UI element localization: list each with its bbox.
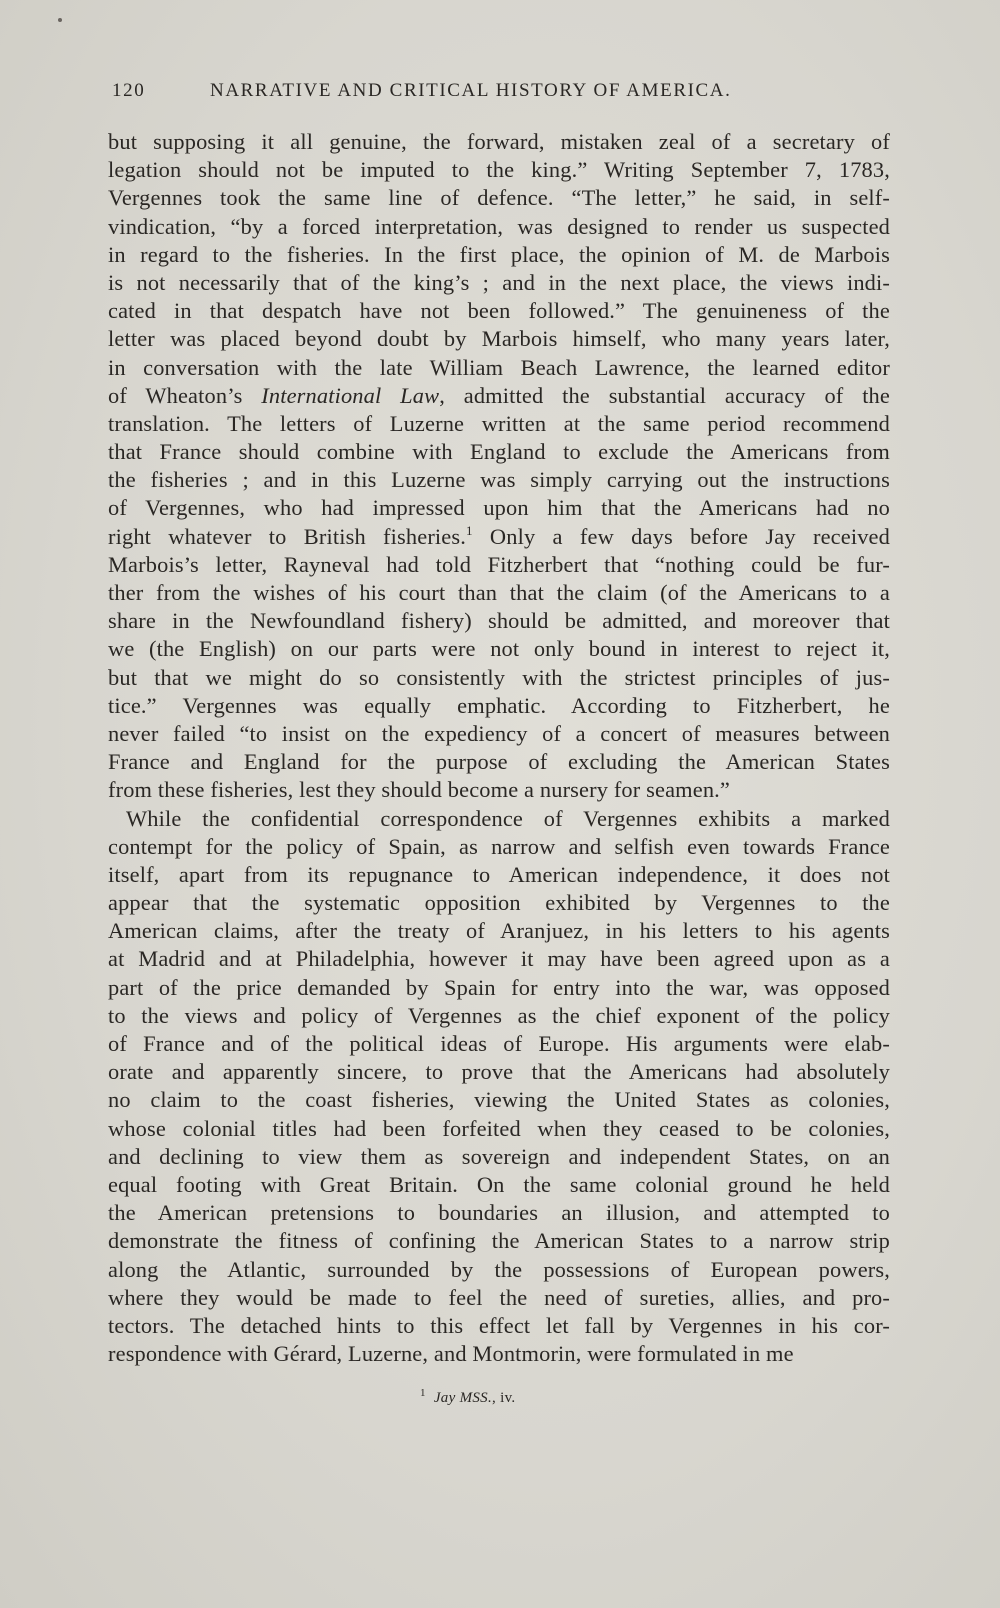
- text-line: ther from the wishes of his court than that the claim (of the Americans to a: [108, 580, 890, 605]
- text-line: where they would be made to feel the need of sureties, allies, and pro-: [108, 1284, 890, 1310]
- text-line: right whatever to British fisheries.$^1$ Only a few days before Jay received: [108, 522, 890, 549]
- page-speck: [58, 18, 62, 22]
- text-line: demonstrate the fitness of confining the American States to a narrow strip: [108, 1228, 890, 1254]
- text-line: letter was placed beyond doubt by Marbois himself, who many years later,: [108, 326, 890, 352]
- text-line: Marbois’s letter, Rayneval had told Fitzherbert that “nothing could be fur-: [108, 551, 890, 577]
- text-line: we (the English) on our parts were not only bound in interest to reject it,: [108, 636, 890, 662]
- text-line: is not necessarily that of the king’s ; and in the next place, the views indi-: [108, 269, 890, 295]
- text-line: American claims, after the treaty of Aranjuez, in his letters to his agents: [108, 918, 890, 944]
- text-line: the American pretensions to boundaries an illusion, and attempted to: [108, 1200, 890, 1226]
- text-line: itself, apart from its repugnance to American independence, it does not: [108, 861, 890, 887]
- footnote-reference: 1: [466, 522, 473, 538]
- paragraph-2: [108, 805, 890, 1369]
- text-line: tice.” Vergennes was equally emphatic. According to Fitzherbert, he: [108, 692, 890, 718]
- body-text: [108, 128, 890, 1368]
- text-line: in conversation with the late William Beach Lawrence, the learned editor: [108, 354, 890, 380]
- text-line: share in the Newfoundland fishery) should be admitted, and moreover that: [108, 608, 890, 634]
- text-line: translation. The letters of Luzerne written at the same period recommend: [108, 410, 890, 436]
- text-line: and declining to view them as sovereign and independent States, on an: [108, 1143, 890, 1169]
- text-line: part of the price demanded by Spain for entry into the war, was opposed: [108, 974, 890, 1000]
- text-line: never failed “to insist on the expediency of a concert of measures between: [108, 720, 890, 746]
- text-line: of Wheaton’s International Law, admitted the substantial accuracy of the: [108, 382, 890, 408]
- page-number: 120: [112, 80, 146, 101]
- text-line: cated in that despatch have not been followed.” The genuineness of the: [108, 298, 890, 324]
- text-line: whose colonial titles had been forfeited when they ceased to be colonies,: [108, 1115, 890, 1141]
- footnote-number: 1: [420, 1387, 426, 1399]
- text-line: along the Atlantic, surrounded by the possessions of European powers,: [108, 1256, 890, 1282]
- text-line: in regard to the fisheries. In the first place, the opinion of M. de Marbois: [108, 241, 890, 267]
- text-line: at Madrid and at Philadelphia, however it may have been agreed upon as a: [108, 946, 890, 972]
- text-line: from these fisheries, lest they should become a nursery for seamen.”: [108, 777, 731, 803]
- text-line: tectors. The detached hints to this effect let fall by Vergennes in his cor-: [108, 1312, 890, 1338]
- text-line: While the confidential correspondence of Vergennes exhibits a marked: [126, 805, 890, 831]
- text-line: that France should combine with England to exclude the Americans from: [108, 439, 890, 465]
- running-header: [112, 80, 892, 110]
- text-line: the fisheries ; and in this Luzerne was simply carrying out the instructions: [108, 467, 890, 493]
- text-line: of Vergennes, who had impressed upon him that the Americans had no: [108, 495, 890, 521]
- running-title: NARRATIVE AND CRITICAL HISTORY OF AMERICA.: [210, 80, 732, 101]
- text-line: respondence with Gérard, Luzerne, and Montmorin, were formulated in me: [108, 1341, 794, 1367]
- footnote-source-rest: , iv.: [492, 1390, 516, 1406]
- text-line: vindication, “by a forced interpretation, was designed to render us suspected: [108, 213, 890, 239]
- text-line: legation should not be imputed to the king.” Writing September 7, 1783,: [108, 157, 890, 183]
- text-line: but that we might do so consistently with the strictest principles of jus-: [108, 664, 890, 690]
- text-line: contempt for the policy of Spain, as narrow and selfish even towards France: [108, 833, 890, 859]
- paragraph-1: [108, 128, 890, 805]
- text-line: orate and apparently sincere, to prove that the Americans had absolutely: [108, 1059, 890, 1085]
- text-line: appear that the systematic opposition exhibited by Vergennes to the: [108, 890, 890, 916]
- text-line: but supposing it all genuine, the forward, mistaken zeal of a secretary of: [108, 129, 890, 154]
- text-line: France and England for the purpose of excluding the American States: [108, 749, 890, 775]
- text-line: equal footing with Great Britain. On the same colonial ground he held: [108, 1171, 890, 1197]
- text-line: Vergennes took the same line of defence. “The letter,” he said, in self-: [108, 185, 890, 211]
- text-line: of France and of the political ideas of Europe. His arguments were elab-: [108, 1031, 890, 1056]
- footnote-source-title: Jay MSS.: [433, 1390, 493, 1406]
- footnote: [420, 1387, 516, 1407]
- text-line: no claim to the coast fisheries, viewing the United States as colonies,: [108, 1087, 890, 1113]
- italic-title: International Law: [261, 382, 440, 408]
- text-line: to the views and policy of Vergennes as the chief exponent of the policy: [108, 1002, 890, 1028]
